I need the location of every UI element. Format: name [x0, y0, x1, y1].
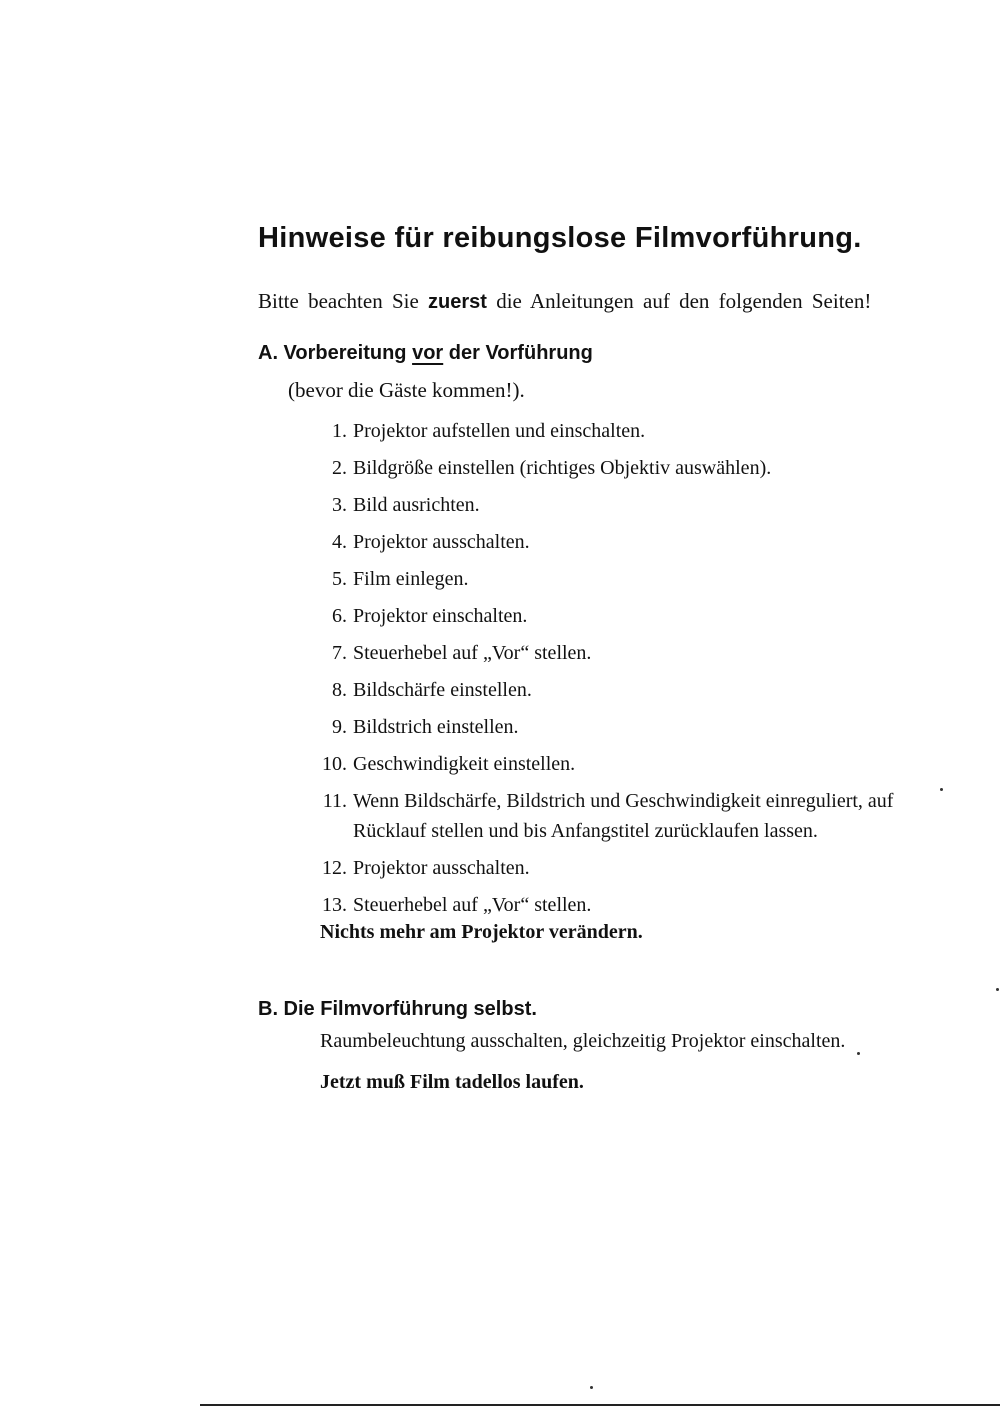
step-number: 12.: [322, 857, 347, 879]
step-number: 8.: [332, 679, 347, 701]
step-item: [300, 890, 960, 920]
step-item: [300, 749, 960, 779]
section-a-heading: [258, 342, 593, 365]
step-item: [300, 490, 960, 520]
intro-text-after: die Anleitungen auf den folgenden Seiten!: [486, 289, 872, 313]
page-title: Hinweise für reibungslose Filmvorführung.: [258, 222, 862, 254]
step-item: [300, 786, 960, 846]
section-a-heading-suffix: der Vorführung: [443, 342, 593, 364]
step-item: [300, 564, 960, 594]
step-item: [300, 853, 960, 883]
scan-speck: [996, 988, 999, 991]
step-item: [300, 416, 960, 446]
section-a-closing: Nichts mehr am Projektor verändern.: [320, 921, 643, 943]
step-text: Bildschärfe einstellen.: [353, 679, 532, 701]
intro-line: [258, 289, 871, 314]
scan-speck: [940, 788, 943, 791]
step-text: Bildgröße einstellen (richtiges Objektiv auswählen).: [353, 457, 772, 479]
steps-list: [300, 416, 960, 927]
step-number: 10.: [322, 753, 347, 775]
step-number: 1.: [332, 420, 347, 442]
step-item: [300, 453, 960, 483]
bottom-rule: [200, 1404, 1000, 1406]
step-item: [300, 675, 960, 705]
section-b-line: Raumbeleuchtung ausschalten, gleichzeitig Projektor einschalten.: [320, 1030, 846, 1052]
step-number: 11.: [322, 790, 347, 812]
step-text: Film einlegen.: [353, 568, 469, 590]
step-text: Bildstrich einstellen.: [353, 716, 519, 738]
step-number: 3.: [332, 494, 347, 516]
step-number: 9.: [332, 716, 347, 738]
scan-speck: [590, 1386, 593, 1389]
step-number: 5.: [332, 568, 347, 590]
section-a-note: (bevor die Gäste kommen!).: [288, 378, 525, 402]
step-number: 4.: [332, 531, 347, 553]
step-text: Projektor ausschalten.: [353, 857, 530, 879]
scan-speck: [857, 1052, 860, 1055]
step-text: Steuerhebel auf „Vor“ stellen.: [353, 642, 592, 664]
step-text: Projektor ausschalten.: [353, 531, 530, 553]
step-text: Wenn Bildschärfe, Bildstrich und Geschwindigkeit einreguliert, auf Rücklauf stellen und bis Anfangstitel zurücklaufen lassen.: [353, 790, 894, 842]
step-text: Bild ausrichten.: [353, 494, 480, 516]
step-item: [300, 601, 960, 631]
step-item: [300, 527, 960, 557]
section-a-heading-prefix: A. Vorbereitung: [258, 342, 413, 364]
section-a-heading-underlined: vor: [412, 342, 444, 364]
step-text: Steuerhebel auf „Vor“ stellen.: [353, 894, 592, 916]
section-b-heading: B. Die Filmvorführung selbst.: [258, 998, 537, 1020]
section-b-closing: Jetzt muß Film tadellos laufen.: [320, 1071, 584, 1093]
step-text: Geschwindigkeit einstellen.: [353, 753, 576, 775]
step-item: [300, 638, 960, 668]
step-text: Projektor einschalten.: [353, 605, 528, 627]
step-number: 13.: [322, 894, 347, 916]
step-number: 2.: [332, 457, 347, 479]
intro-emphasis: zuerst: [428, 291, 487, 313]
step-item: [300, 712, 960, 742]
step-number: 6.: [332, 605, 347, 627]
intro-text-before: Bitte beachten Sie: [258, 289, 429, 313]
step-number: 7.: [332, 642, 347, 664]
step-text: Projektor aufstellen und einschalten.: [353, 420, 646, 442]
